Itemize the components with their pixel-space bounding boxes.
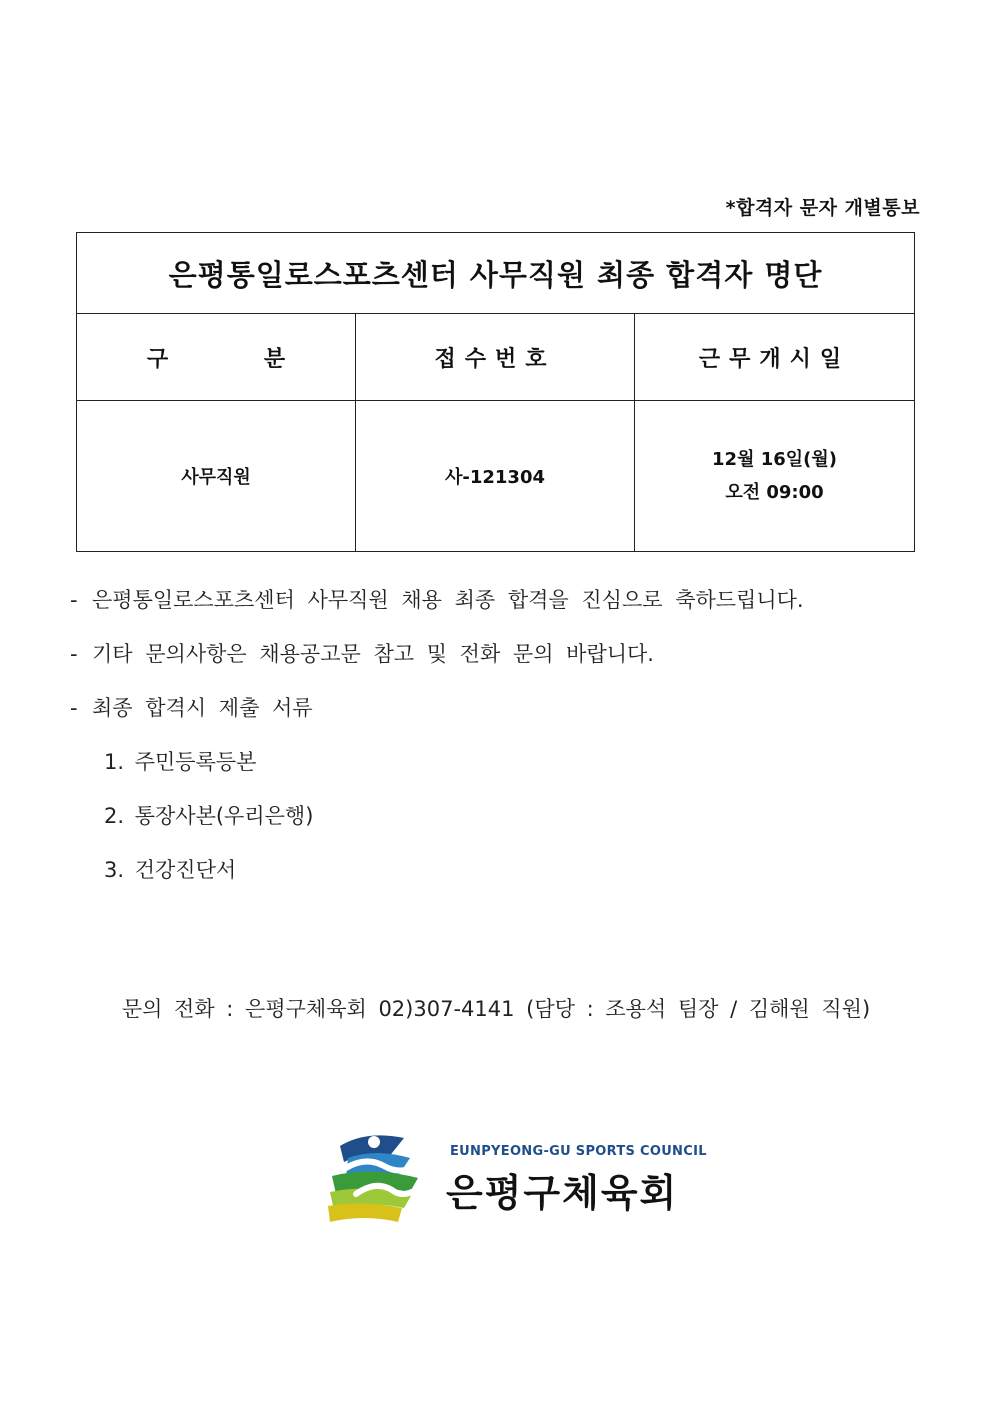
logo-english-text: EUNPYEONG-GU SPORTS COUNCIL [450,1144,707,1159]
document-item: 1. 주민등록등본 [104,750,257,774]
table-row [77,401,915,552]
council-logo [326,1128,707,1224]
runner-logo-icon [326,1128,430,1224]
document-item: 3. 건강진단서 [104,858,237,882]
list-item: - 은평통일로스포츠센터 사무직원 채용 최종 합격을 진심으로 축하드립니다. [70,588,804,612]
notice-text: *합격자 문자 개별통보 [725,197,920,219]
table-title: 은평통일로스포츠센터 사무직원 최종 합격자 명단 [77,233,915,314]
bullet-text: 은평통일로스포츠센터 사무직원 채용 최종 합격을 진심으로 축하드립니다. [92,588,804,612]
header-receipt-no: 접수번호 [356,314,635,401]
list-item: - 최종 합격시 제출 서류 [70,696,313,720]
notes-list [70,582,804,906]
list-item: - 기타 문의사항은 채용공고문 참고 및 전화 문의 바랍니다. [70,642,654,666]
cell-receipt-no: 사-121304 [356,401,635,552]
cell-start [635,401,915,552]
header-start-date: 근무개시일 [635,314,915,401]
logo-korean-text: 은평구체육회 [446,1171,679,1215]
header-category: 구 분 [77,314,356,401]
result-table [76,232,915,552]
document-item: 2. 통장사본(우리은행) [104,804,314,828]
cell-start-time: 오전 09:00 [725,482,824,503]
bullet-text: 최종 합격시 제출 서류 [92,696,313,720]
contact-info: 문의 전화 : 은평구체육회 02)307-4141 (담당 : 조용석 팀장 / 김해원 직원) [121,997,871,1021]
cell-category: 사무직원 [77,401,356,552]
cell-start-date: 12월 16일(월) [712,449,837,470]
bullet-text: 기타 문의사항은 채용공고문 참고 및 전화 문의 바랍니다. [92,642,654,666]
